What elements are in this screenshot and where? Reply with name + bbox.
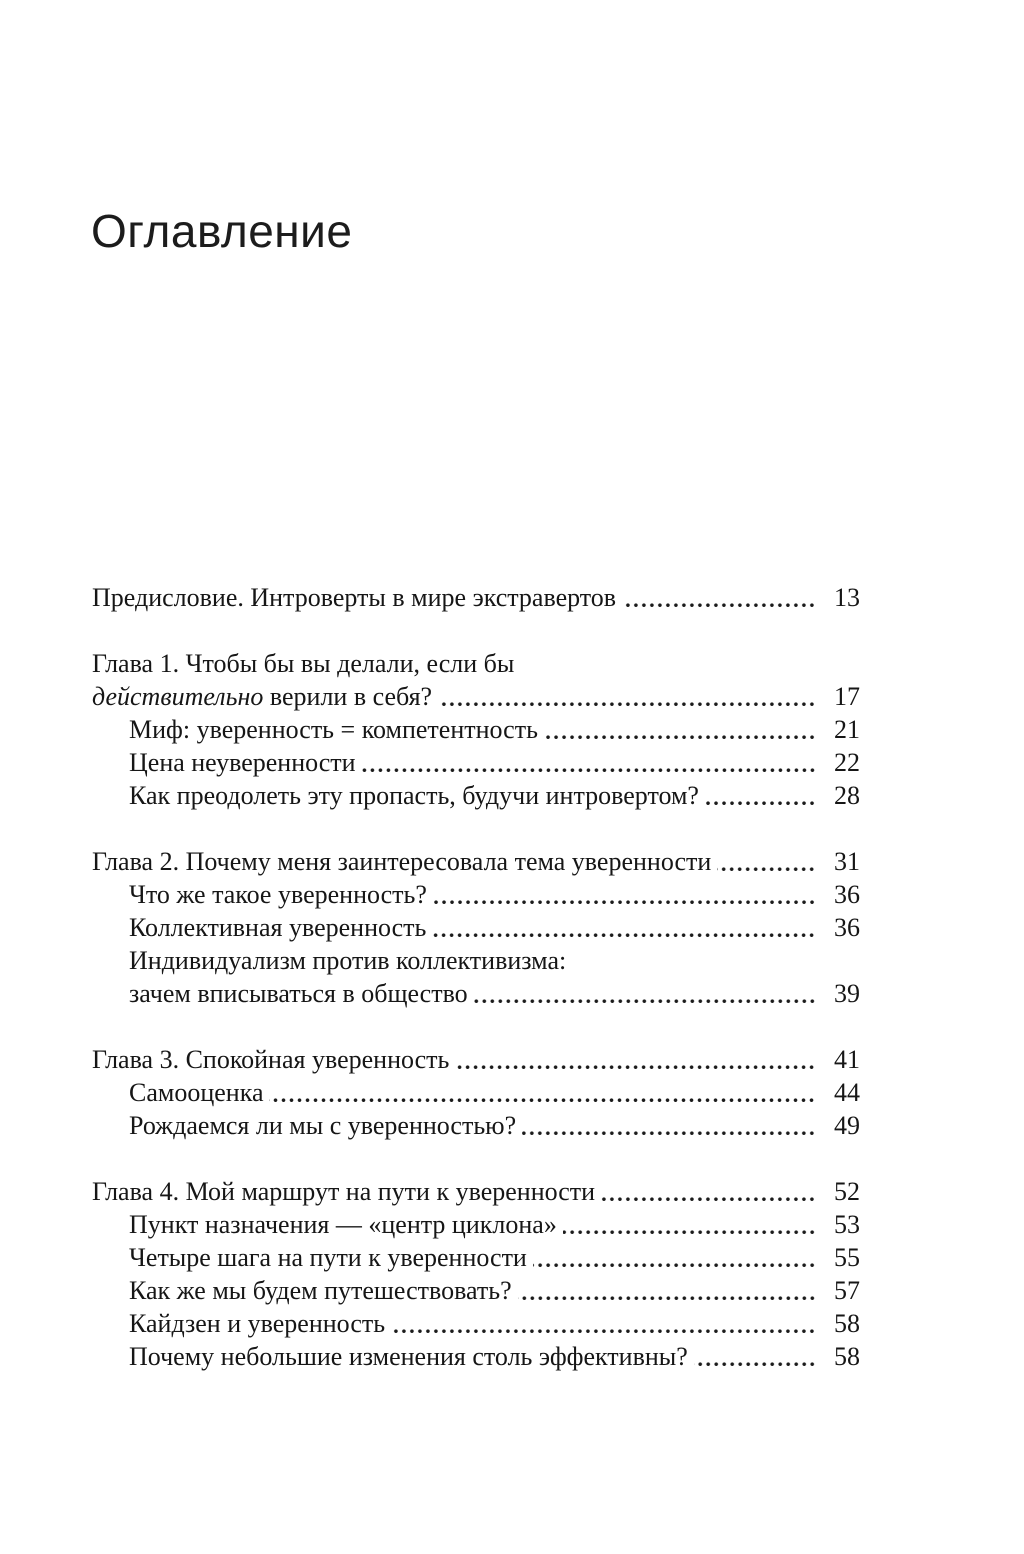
toc-entry-text	[129, 1307, 385, 1340]
dot-leader	[622, 581, 816, 614]
page-number: 39	[834, 979, 860, 1008]
dot-leader	[563, 1208, 816, 1241]
toc-entry	[92, 1241, 860, 1274]
toc-entry	[92, 581, 860, 614]
page-number: 55	[834, 1243, 860, 1272]
toc-entry-plain-text: Миф: уверенность = компетентность	[129, 715, 538, 744]
page-number: 44	[834, 1078, 860, 1107]
toc-entry	[92, 911, 860, 944]
toc-entry-plain-text: Четыре шага на пути к уверенности	[129, 1243, 527, 1272]
page-number: 57	[834, 1276, 860, 1305]
toc-entry	[92, 746, 860, 779]
toc-entry-plain-text: Пункт назначения — «центр циклона»	[129, 1210, 557, 1239]
toc-entry-text	[129, 1340, 688, 1373]
toc-entry-text	[129, 1241, 527, 1274]
toc-entry	[92, 977, 860, 1010]
page-number: 41	[834, 1045, 860, 1074]
dot-leader	[601, 1175, 816, 1208]
toc-entry-plain-text: Коллективная уверенность	[129, 913, 427, 942]
toc-section	[92, 581, 860, 614]
toc-section	[92, 845, 860, 1010]
page-number: 22	[834, 748, 860, 777]
toc-entry-text	[129, 779, 699, 812]
toc-entry	[92, 1076, 860, 1109]
toc-entry-text	[129, 977, 468, 1010]
toc-entry-plain-text: Самооценка	[129, 1078, 264, 1107]
toc-entry-text	[129, 713, 538, 746]
toc-entry-text	[92, 647, 514, 680]
dot-leader	[433, 878, 816, 911]
toc-entry-plain-text: Рождаемся ли мы с уверенностью?	[129, 1111, 517, 1140]
dot-leader	[432, 911, 816, 944]
page-number: 36	[834, 913, 860, 942]
dot-leader	[518, 1274, 816, 1307]
dot-leader	[694, 1340, 816, 1373]
toc-entry-text	[129, 1208, 557, 1241]
page-number: 49	[834, 1111, 860, 1140]
toc-entry	[92, 1307, 860, 1340]
toc-entry-plain-text: Индивидуализм против коллективизма:	[129, 946, 567, 975]
toc-entry-text	[92, 845, 711, 878]
toc-entry-plain-text: зачем вписываться в общество	[129, 979, 468, 1008]
toc-entry-italic-text: действительно	[92, 682, 264, 711]
page-number: 13	[834, 583, 860, 612]
toc-entry-text	[129, 1109, 516, 1142]
page-number: 21	[834, 715, 860, 744]
toc-entry	[92, 1175, 860, 1208]
toc-entry	[92, 779, 860, 812]
page-number: 28	[834, 781, 860, 810]
toc-entry	[92, 878, 860, 911]
page-number: 17	[834, 682, 860, 711]
page-number: 58	[834, 1309, 860, 1338]
toc-entry-plain-text: Глава 1. Чтобы бы вы делали, если бы	[92, 649, 515, 678]
page-number: 52	[834, 1177, 860, 1206]
toc-entry-text	[129, 1274, 512, 1307]
toc-entry-plain-text: Почему небольшие изменения столь эффективны?	[129, 1342, 688, 1371]
dot-leader	[544, 713, 816, 746]
page-number: 53	[834, 1210, 860, 1239]
dot-leader	[533, 1241, 816, 1274]
toc-entry	[92, 1109, 860, 1142]
toc-entry-text	[129, 911, 426, 944]
toc-entry-plain-text: Цена неуверенности	[129, 748, 356, 777]
page-title: Оглавление	[91, 205, 353, 257]
toc-entry-plain-text: верили в себя?	[263, 682, 433, 711]
toc-entry-plain-text: Глава 3. Спокойная уверенность	[92, 1045, 450, 1074]
dot-leader	[522, 1109, 816, 1142]
toc-entry	[92, 1340, 860, 1373]
toc-entry	[92, 647, 860, 680]
dot-leader	[717, 845, 816, 878]
toc-entry-text	[129, 878, 427, 911]
toc-entry-text	[129, 944, 566, 977]
toc-entry	[92, 1274, 860, 1307]
toc-entry-plain-text: Глава 4. Мой маршрут на пути к уверенности	[92, 1177, 596, 1206]
toc-entry-plain-text: Глава 2. Почему меня заинтересовала тема уверенности	[92, 847, 712, 876]
toc-entry-plain-text: Кайдзен и уверенность	[129, 1309, 386, 1338]
toc-entry	[92, 713, 860, 746]
page-number: 36	[834, 880, 860, 909]
toc-entry	[92, 1208, 860, 1241]
toc-entry-plain-text: Что же такое уверенность?	[129, 880, 427, 909]
dot-leader	[455, 1043, 816, 1076]
toc-entry-text	[129, 1076, 263, 1109]
toc-entry-plain-text: Предисловие. Интроверты в мире экстравертов	[92, 583, 617, 612]
toc-section	[92, 1175, 860, 1373]
page-number: 31	[834, 847, 860, 876]
dot-leader	[269, 1076, 816, 1109]
toc-entry-text	[129, 746, 356, 779]
dot-leader	[705, 779, 816, 812]
toc-section	[92, 1043, 860, 1142]
toc-entry	[92, 1043, 860, 1076]
toc-entry-text	[92, 1043, 449, 1076]
dot-leader	[438, 680, 816, 713]
toc-entry	[92, 680, 860, 713]
toc-entry-plain-text: Как же мы будем путешествовать?	[129, 1276, 512, 1305]
table-of-contents	[92, 581, 860, 1373]
toc-entry-text	[92, 581, 616, 614]
page-number: 58	[834, 1342, 860, 1371]
toc-entry	[92, 944, 860, 977]
toc-section	[92, 647, 860, 812]
toc-entry-text	[92, 680, 432, 713]
dot-leader	[362, 746, 816, 779]
toc-entry-text	[92, 1175, 595, 1208]
toc-entry-plain-text: Как преодолеть эту пропасть, будучи интровертом?	[129, 781, 699, 810]
toc-entry	[92, 845, 860, 878]
dot-leader	[391, 1307, 816, 1340]
dot-leader	[474, 977, 816, 1010]
